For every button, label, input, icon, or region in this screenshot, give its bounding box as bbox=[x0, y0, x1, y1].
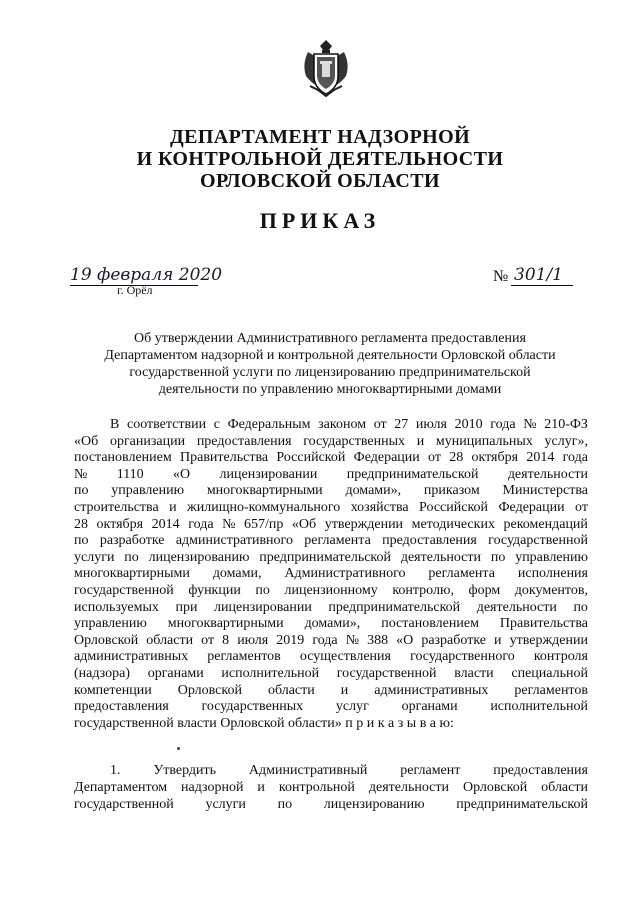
word: государственных bbox=[201, 699, 304, 715]
word: домами», bbox=[304, 616, 361, 632]
body-line bbox=[74, 616, 588, 633]
word: Департаментом bbox=[74, 780, 168, 795]
word: деятельности bbox=[400, 549, 481, 565]
word: предпринимательской bbox=[259, 549, 391, 565]
word: законом bbox=[318, 417, 367, 432]
word: 210-ФЗ bbox=[544, 417, 588, 432]
word: Административный bbox=[248, 763, 368, 778]
word: исполнительной bbox=[221, 665, 320, 681]
word: органами bbox=[147, 665, 204, 681]
word: осуществления bbox=[299, 649, 391, 665]
handwritten-date: 19 февраля 2020 bbox=[70, 265, 223, 285]
word: соответствии bbox=[126, 417, 207, 432]
word: форм bbox=[468, 582, 501, 598]
word: документов, bbox=[514, 582, 588, 598]
word: 657/пр bbox=[243, 516, 284, 532]
body-line bbox=[74, 649, 588, 666]
word: № bbox=[523, 417, 537, 432]
word: 27 bbox=[394, 417, 409, 432]
word: октября bbox=[96, 516, 144, 532]
word: государственных bbox=[303, 433, 405, 449]
word: государственной власти Орловской области» п р и к а з ы в а ю: bbox=[74, 715, 454, 731]
word: хозяйства bbox=[350, 499, 409, 515]
word: деятельности bbox=[476, 599, 557, 615]
word: от bbox=[373, 417, 387, 432]
word: исполнения bbox=[517, 566, 588, 582]
word: октября bbox=[471, 450, 519, 466]
body-line bbox=[74, 517, 588, 534]
word: предоставления bbox=[493, 763, 588, 778]
item-line bbox=[74, 796, 588, 813]
item-line bbox=[74, 779, 588, 796]
word: жилищно-коммунального bbox=[187, 499, 341, 515]
word: Российской bbox=[276, 450, 346, 466]
word: года bbox=[312, 632, 338, 648]
body-line bbox=[74, 699, 588, 716]
handwritten-number: 301/1 bbox=[514, 265, 563, 285]
word: многоквартирными bbox=[206, 483, 323, 499]
word: услуги bbox=[205, 797, 246, 812]
word: регламентов bbox=[207, 649, 281, 665]
number-underline bbox=[511, 285, 573, 286]
word: года bbox=[490, 417, 516, 432]
header-line: ОРЛОВСКОЙ ОБЛАСТИ bbox=[200, 170, 440, 192]
word: по bbox=[74, 483, 89, 499]
word: контрольной bbox=[278, 780, 355, 795]
word: 28 bbox=[449, 450, 464, 466]
word: по bbox=[124, 549, 139, 565]
word: утверждении bbox=[509, 632, 588, 648]
body-line bbox=[74, 566, 588, 583]
word: с bbox=[213, 417, 220, 432]
word: (надзора) bbox=[74, 665, 130, 681]
word: административных bbox=[74, 649, 189, 665]
word: и bbox=[340, 682, 349, 698]
word: постановлением bbox=[381, 616, 479, 632]
word: «Об bbox=[74, 433, 99, 449]
word: функции bbox=[188, 582, 241, 598]
stray-mark bbox=[177, 747, 180, 750]
word: по bbox=[573, 599, 588, 615]
body-line bbox=[74, 583, 588, 600]
word: предоставления bbox=[196, 433, 292, 449]
word: предпринимательской bbox=[456, 797, 588, 812]
word: многоквартирными bbox=[167, 616, 284, 632]
word: лицензировании bbox=[219, 466, 318, 482]
word: строительства bbox=[74, 499, 159, 515]
word: и bbox=[257, 780, 265, 795]
word: государственной bbox=[74, 797, 174, 812]
word: исполнительной bbox=[490, 699, 588, 715]
body-line bbox=[74, 550, 588, 567]
word: многоквартирными bbox=[74, 566, 190, 582]
word: по bbox=[277, 797, 293, 812]
word: административных bbox=[374, 682, 489, 698]
body-line bbox=[74, 633, 588, 650]
word: Российской bbox=[419, 499, 489, 515]
word: домами, bbox=[212, 566, 262, 582]
word: утверждении bbox=[324, 516, 404, 532]
word: 28 bbox=[74, 516, 88, 532]
word: организации bbox=[109, 433, 186, 449]
body-line bbox=[74, 683, 588, 700]
body-line bbox=[74, 467, 588, 484]
word: муниципальных bbox=[435, 433, 533, 449]
word: власти bbox=[454, 665, 494, 681]
word: государственной bbox=[488, 533, 588, 549]
word: регламентов bbox=[514, 682, 588, 698]
word: Орловской bbox=[74, 632, 139, 648]
word: от bbox=[575, 499, 588, 515]
word: органами bbox=[401, 699, 458, 715]
number-label: № bbox=[493, 268, 509, 285]
word: по bbox=[490, 549, 506, 565]
word: Федеральным bbox=[227, 417, 311, 432]
subject-line: деятельности по управлению многоквартирными домами bbox=[158, 382, 502, 397]
word: области bbox=[267, 682, 315, 698]
word: года bbox=[562, 450, 588, 466]
word: Административного bbox=[284, 566, 406, 582]
word: приказом bbox=[423, 483, 480, 499]
word: управлению bbox=[111, 483, 185, 499]
word: по bbox=[255, 582, 270, 598]
word: Орловской bbox=[177, 682, 242, 698]
word: Орловской bbox=[462, 780, 528, 795]
department-header bbox=[0, 126, 640, 192]
word: управлению bbox=[74, 616, 147, 632]
word: 1110 bbox=[116, 466, 144, 482]
body-line bbox=[74, 666, 588, 683]
body-line bbox=[74, 533, 588, 550]
word: Федерации bbox=[498, 499, 565, 515]
word: Министерства bbox=[502, 483, 588, 499]
word: лицензированию bbox=[323, 797, 425, 812]
body-line bbox=[74, 434, 588, 451]
word: Правительства bbox=[499, 616, 588, 632]
subject-line: Об утверждении Административного регламента предоставления bbox=[134, 331, 526, 346]
word: при bbox=[175, 599, 198, 615]
word: № bbox=[74, 466, 88, 482]
subject-line: Департаментом надзорной и контрольной деятельности Орловской области bbox=[104, 348, 556, 363]
word: по bbox=[74, 533, 89, 549]
word: услуг», bbox=[544, 433, 588, 449]
word: домами», bbox=[345, 483, 402, 499]
body-line bbox=[74, 483, 588, 500]
word: компетенции bbox=[74, 682, 152, 698]
word: года bbox=[188, 516, 214, 532]
word: используемых bbox=[74, 599, 159, 615]
word: деятельности bbox=[368, 780, 450, 795]
word: от bbox=[428, 450, 441, 466]
word: регламента bbox=[304, 533, 371, 549]
word: деятельности bbox=[507, 466, 588, 482]
coat-of-arms-icon bbox=[298, 38, 354, 100]
word: Утвердить bbox=[153, 763, 217, 778]
word: предоставления bbox=[382, 533, 477, 549]
word: государственной bbox=[336, 665, 437, 681]
word: 2019 bbox=[276, 632, 305, 648]
item-1-paragraph bbox=[74, 762, 588, 813]
word: «О bbox=[173, 466, 191, 482]
word: контроля bbox=[533, 649, 588, 665]
body-line bbox=[74, 600, 588, 617]
word: 2010 bbox=[454, 417, 483, 432]
body-line bbox=[74, 500, 588, 517]
word: предоставления bbox=[74, 699, 169, 715]
word: 388 bbox=[367, 632, 389, 648]
word: предпринимательской bbox=[328, 599, 461, 615]
header-line: ДЕПАРТАМЕНТ НАДЗОРНОЙ bbox=[169, 126, 471, 148]
word: 2014 bbox=[526, 450, 555, 466]
word: и bbox=[494, 632, 502, 648]
word: лицензированию bbox=[148, 549, 250, 565]
word: 2014 bbox=[151, 516, 180, 532]
word: разработке bbox=[421, 632, 486, 648]
word: государственного bbox=[410, 649, 515, 665]
word: управлению bbox=[515, 549, 588, 565]
word: административного bbox=[175, 533, 293, 549]
word: № bbox=[222, 516, 236, 532]
document-subject bbox=[70, 330, 590, 398]
word: методических bbox=[411, 516, 495, 532]
item-line bbox=[74, 762, 588, 779]
word: Федерации bbox=[353, 450, 420, 466]
word: специальной bbox=[511, 665, 588, 681]
preamble-paragraph bbox=[74, 417, 588, 732]
document-type-title: ПРИКАЗ bbox=[259, 208, 381, 233]
subject-line: государственной услуги по лицензированию предпринимательской bbox=[129, 365, 531, 380]
word: регламента bbox=[428, 566, 495, 582]
word: постановлением bbox=[74, 450, 172, 466]
word: предпринимательской bbox=[346, 466, 479, 482]
word: В bbox=[110, 417, 120, 432]
header-line: И КОНТРОЛЬНОЙ ДЕЯТЕЛЬНОСТИ bbox=[136, 148, 504, 170]
word: Правительства bbox=[180, 450, 269, 466]
word: регламент bbox=[400, 763, 461, 778]
body-line bbox=[74, 417, 588, 434]
word: лицензировании bbox=[214, 599, 312, 615]
word: контролю, bbox=[392, 582, 454, 598]
word: области bbox=[146, 632, 194, 648]
word: «Об bbox=[291, 516, 317, 532]
word: и bbox=[416, 433, 425, 449]
word: № bbox=[345, 632, 360, 648]
word: рекомендаций bbox=[503, 516, 588, 532]
word: услуг bbox=[335, 699, 369, 715]
word: услуги bbox=[74, 549, 115, 565]
word: лицензионному bbox=[284, 582, 378, 598]
word: государственной bbox=[74, 582, 174, 598]
city-label: г. Орёл bbox=[117, 283, 153, 297]
word: от bbox=[201, 632, 215, 648]
word: области bbox=[541, 780, 588, 795]
word: июля bbox=[237, 632, 269, 648]
word: надзорной bbox=[181, 780, 244, 795]
word: и bbox=[169, 499, 177, 515]
word: «О bbox=[396, 632, 414, 648]
word: разработке bbox=[99, 533, 165, 549]
body-line bbox=[74, 716, 588, 733]
word: 8 bbox=[222, 632, 230, 648]
word: июля bbox=[415, 417, 447, 432]
body-line bbox=[74, 450, 588, 467]
word: 1. bbox=[110, 763, 121, 778]
